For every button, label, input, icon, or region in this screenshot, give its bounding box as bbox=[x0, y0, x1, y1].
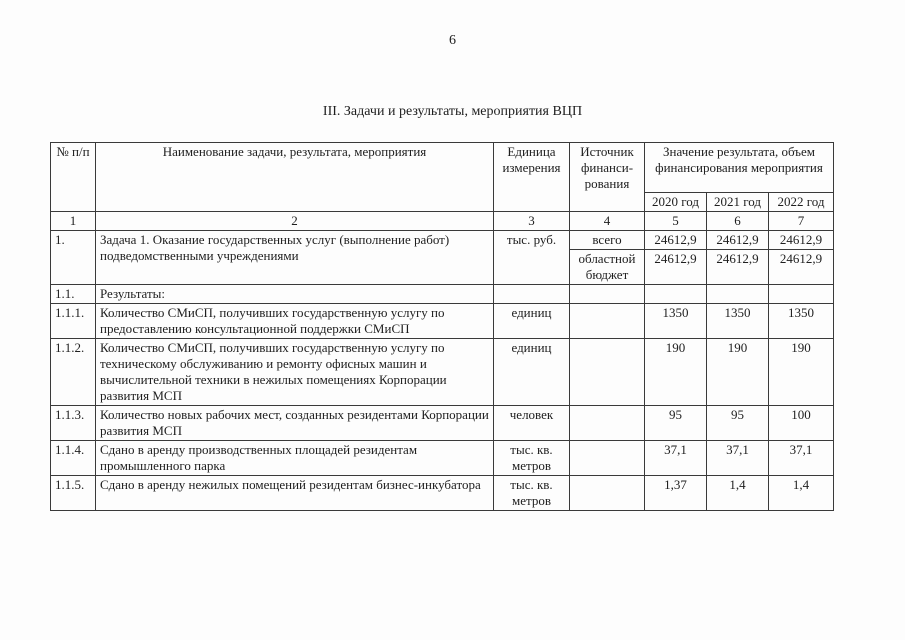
task1-row-total bbox=[51, 231, 834, 250]
results-header-row bbox=[51, 285, 834, 304]
results-label: Результаты: bbox=[96, 285, 494, 304]
column-numbers-row bbox=[51, 212, 834, 231]
row-value-2022: 1,4 bbox=[769, 476, 834, 511]
header-year-2022: 2022 год bbox=[769, 193, 834, 212]
row-num: 1.1.4. bbox=[51, 441, 96, 476]
task1-regional-2022: 24612,9 bbox=[769, 250, 834, 285]
row-value-2020: 1,37 bbox=[645, 476, 707, 511]
row-unit: человек bbox=[494, 406, 570, 441]
row-value-2021: 37,1 bbox=[707, 441, 769, 476]
empty-cell bbox=[570, 285, 645, 304]
header-name: Наименование задачи, результата, мероприятия bbox=[96, 143, 494, 212]
row-unit: тыс. кв. метров bbox=[494, 441, 570, 476]
row-source bbox=[570, 441, 645, 476]
row-num: 1.1.1. bbox=[51, 304, 96, 339]
row-name: Сдано в аренду производственных площадей резидентам промышленного парка bbox=[96, 441, 494, 476]
task1-name: Задача 1. Оказание государственных услуг (выполнение работ) подведомственными учреждениями bbox=[96, 231, 494, 285]
header-value-group: Значение результата, объем финансирования мероприятия bbox=[645, 143, 834, 193]
page-number: 6 bbox=[449, 33, 456, 48]
row-name: Сдано в аренду нежилых помещений резидентам бизнес-инкубатора bbox=[96, 476, 494, 511]
task1-num: 1. bbox=[51, 231, 96, 285]
row-value-2020: 1350 bbox=[645, 304, 707, 339]
row-source bbox=[570, 476, 645, 511]
header-year-2020: 2020 год bbox=[645, 193, 707, 212]
empty-cell bbox=[769, 285, 834, 304]
task1-regional-2021: 24612,9 bbox=[707, 250, 769, 285]
task1-source-total: всего bbox=[570, 231, 645, 250]
task1-regional-2020: 24612,9 bbox=[645, 250, 707, 285]
row-num: 1.1.5. bbox=[51, 476, 96, 511]
row-unit: тыс. кв. метров bbox=[494, 476, 570, 511]
row-value-2021: 1,4 bbox=[707, 476, 769, 511]
task1-source-regional: областной бюджет bbox=[570, 250, 645, 285]
table-row bbox=[51, 406, 834, 441]
empty-cell bbox=[645, 285, 707, 304]
row-value-2020: 190 bbox=[645, 339, 707, 406]
task1-unit: тыс. руб. bbox=[494, 231, 570, 285]
row-source bbox=[570, 304, 645, 339]
row-name: Количество новых рабочих мест, созданных резидентами Корпорации развития МСП bbox=[96, 406, 494, 441]
task1-total-2020: 24612,9 bbox=[645, 231, 707, 250]
row-num: 1.1.3. bbox=[51, 406, 96, 441]
row-unit: единиц bbox=[494, 304, 570, 339]
table-row bbox=[51, 441, 834, 476]
task1-total-2022: 24612,9 bbox=[769, 231, 834, 250]
empty-cell bbox=[707, 285, 769, 304]
row-value-2021: 1350 bbox=[707, 304, 769, 339]
header-row bbox=[51, 143, 834, 193]
table-row bbox=[51, 304, 834, 339]
row-value-2021: 190 bbox=[707, 339, 769, 406]
row-unit: единиц bbox=[494, 339, 570, 406]
header-source: Источник финанси-рования bbox=[570, 143, 645, 212]
table-row bbox=[51, 339, 834, 406]
header-unit: Единица измерения bbox=[494, 143, 570, 212]
tasks-results-table bbox=[50, 142, 834, 511]
row-value-2022: 1350 bbox=[769, 304, 834, 339]
row-value-2022: 100 bbox=[769, 406, 834, 441]
results-num: 1.1. bbox=[51, 285, 96, 304]
col-number: 4 bbox=[570, 212, 645, 231]
col-number: 6 bbox=[707, 212, 769, 231]
header-num: № п/п bbox=[51, 143, 96, 212]
col-number: 1 bbox=[51, 212, 96, 231]
row-value-2021: 95 bbox=[707, 406, 769, 441]
col-number: 2 bbox=[96, 212, 494, 231]
row-source bbox=[570, 339, 645, 406]
table-row bbox=[51, 476, 834, 511]
row-num: 1.1.2. bbox=[51, 339, 96, 406]
col-number: 5 bbox=[645, 212, 707, 231]
row-value-2020: 37,1 bbox=[645, 441, 707, 476]
row-name: Количество СМиСП, получивших государственную услугу по предоставлению консультационной поддержки СМиСП bbox=[96, 304, 494, 339]
row-source bbox=[570, 406, 645, 441]
col-number: 3 bbox=[494, 212, 570, 231]
empty-cell bbox=[494, 285, 570, 304]
row-value-2020: 95 bbox=[645, 406, 707, 441]
row-value-2022: 190 bbox=[769, 339, 834, 406]
header-year-2021: 2021 год bbox=[707, 193, 769, 212]
col-number: 7 bbox=[769, 212, 834, 231]
row-name: Количество СМиСП, получивших государственную услугу по техническому обслуживанию и ремонту офисных машин и вычислительной техники в нежилых помещениях Корпорации развития МСП bbox=[96, 339, 494, 406]
row-value-2022: 37,1 bbox=[769, 441, 834, 476]
section-title: III. Задачи и результаты, мероприятия ВЦП bbox=[322, 104, 583, 119]
task1-total-2021: 24612,9 bbox=[707, 231, 769, 250]
